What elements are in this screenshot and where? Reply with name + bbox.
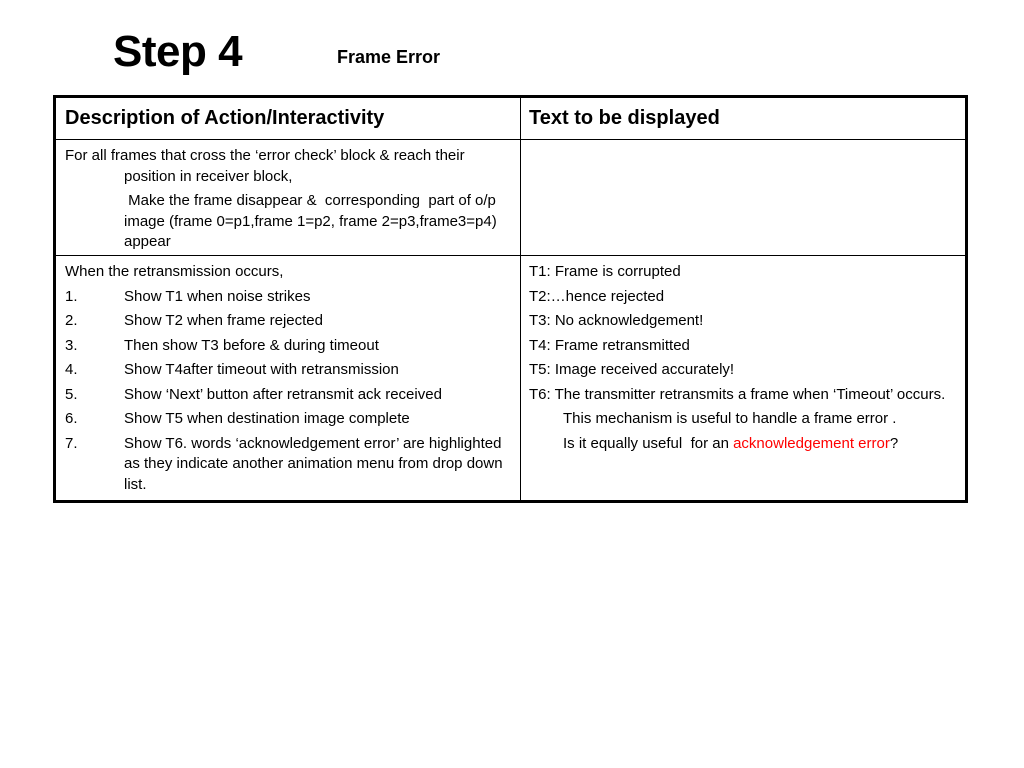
text-t1: T1: Frame is corrupted — [529, 263, 681, 280]
header-description: Description of Action/Interactivity — [65, 107, 385, 129]
list-item: 6. Show T5 when destination image complete — [65, 410, 410, 427]
list-item: 2. Show T2 when frame rejected — [65, 312, 323, 329]
text-t5: T5: Image received accurately! — [529, 361, 735, 378]
storyboard-table — [53, 95, 968, 503]
header-display-text: Text to be displayed — [529, 107, 720, 129]
row2-display-text — [529, 262, 954, 458]
row-divider — [56, 255, 965, 256]
row1-description — [65, 146, 505, 253]
row2-description — [65, 262, 505, 495]
highlighted-term: acknowledgement error — [733, 434, 890, 452]
list-item: 3. Then show T3 before & during timeout — [65, 336, 379, 354]
list-item: 4. Show T4after timeout with retransmission — [65, 361, 399, 378]
step-list — [65, 287, 505, 496]
text-t2: T2:…hence rejected — [529, 287, 665, 305]
text-t3: T3: No acknowledgement! — [529, 312, 704, 329]
list-item: 1. Show T1 when noise strikes — [65, 287, 311, 305]
step-title: Step 4 — [113, 27, 243, 76]
text-t6: T6: The transmitter retransmits a frame when ‘Timeout’ occurs. — [529, 385, 946, 403]
row-divider — [56, 139, 965, 140]
row1-line1: For all frames that cross the ‘error check’ block & reach their position in receiver block, — [65, 147, 465, 185]
row2-intro: When the retransmission occurs, — [65, 263, 284, 280]
row1-line2: Make the frame disappear & corresponding part of o/p image (frame 0=p1,frame 1=p2, frame 2=p3,frame3=p4) appear — [124, 192, 501, 250]
question-line: Is it equally useful for an acknowledgement error? — [563, 434, 899, 452]
frame-title: Frame Error — [337, 47, 441, 67]
text-t4: T4: Frame retransmitted — [529, 336, 690, 354]
column-divider — [520, 98, 521, 500]
list-item: 7. Show T6. words ‘acknowledgement error’ are highlighted as they indicate another animation menu from drop down list. — [65, 434, 503, 493]
mechanism-line: This mechanism is useful to handle a frame error . — [563, 410, 897, 427]
list-item: 5. Show ‘Next’ button after retransmit ack received — [65, 385, 442, 403]
